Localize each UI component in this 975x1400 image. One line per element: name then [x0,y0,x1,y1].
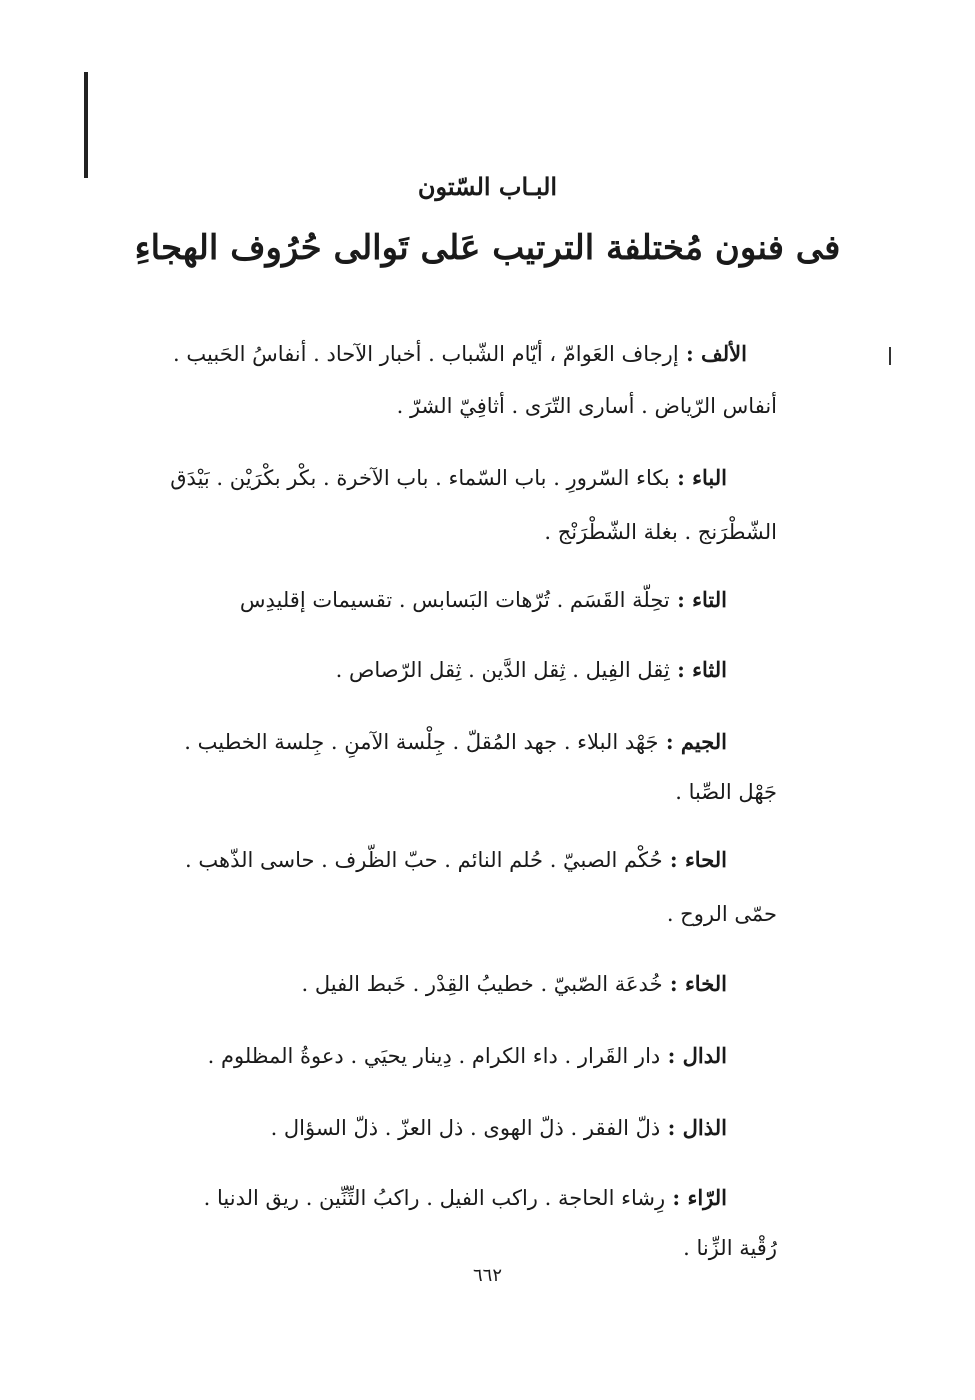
entry-text: بكاء السّرورِ . باب السّماء . باب الآخرة . بكْر بكْرَيْن . بَيْدَق [170,466,670,490]
entry-text: دار القَرار . داء الكرام . دِينار يحيَي . دعوةُ المظلوم . [207,1044,661,1068]
entry-alif [127,328,747,380]
entry-line [127,958,727,1010]
entry-separator: : [660,1043,683,1068]
entry-letter: الخاء [684,971,727,996]
entry-text: جَهْد البلاء . جهد المُقلّ . جِلْسة الآمنِ . جِلسة الخطيب . [184,730,659,754]
entry-letter: الثاء [692,657,727,682]
entry-text: خُدعَة الصّبيّ . خطيبُ القِدْر . خَبط الفيل . [301,972,663,996]
entry-letter: الألف [701,341,747,366]
chapter-title: البـاب السّتون [417,172,558,201]
entry-line [107,834,727,886]
entry-text: ثِقل الفِيل . ثِقل الدَّين . ثِقل الرّصاص . [335,658,670,682]
entry-dhal [127,1102,727,1154]
entry-separator: : [662,971,685,996]
entry-separator: : [658,729,681,754]
entry-kha [127,958,727,1010]
entry-text: ذلّ الفقر . ذلّ الهوى . ذل العزّ . ذلّ السؤال . [270,1116,661,1140]
entry-alif-cont [127,380,777,432]
entry-line [107,1172,727,1224]
entry-ba-cont [127,506,777,558]
entry-line [97,452,727,504]
entry-text: رِشاء الحاجة . راكب الفيل . راكبُ التِّنِّين . ريق الدنيا . [203,1186,666,1210]
entry-line: جَهْل الصِّبا . [675,780,777,804]
entry-line [127,328,747,380]
entry-text: تحِلّة القَسَم . تُرّهات البَسابس . تقسيمات إقليدِس [239,588,670,612]
entry-ha-cont [127,888,777,940]
entry-line [107,716,727,768]
entry-line [127,1102,727,1154]
entry-separator: : [669,465,693,490]
entry-separator: : [669,657,693,682]
page-number: ٦٦٢ [472,1265,502,1286]
entry-line [127,1030,727,1082]
entry-separator: : [665,1185,688,1210]
entry-text: حُكْم الصبيّ . حُلم النائم . حبّ الظّرف . حاسى الذّهب . [185,848,663,872]
chapter-subtitle: فى فنون مُختلفة الترتيب عَلى تَوالى حُرُوف الهجاءِ [134,228,841,268]
entry-tha [127,644,727,696]
scan-edge-mark [84,72,88,178]
entry-line [127,644,727,696]
entry-line: حمّى الروح . [666,902,777,926]
entry-ha [107,834,727,886]
entry-ra [107,1172,727,1224]
entry-letter: الجيم [680,729,727,754]
entry-separator: : [678,341,702,366]
entry-ba [97,452,727,504]
entry-jim [107,716,727,768]
margin-mark [889,347,891,365]
entry-line: أنفاس الرّياض . أسارى التّرَى . أثافِيّ الشرّ . [396,394,777,418]
entry-ta [127,574,727,626]
entry-separator: : [662,847,685,872]
entry-letter: الذال [682,1115,727,1140]
entry-letter: الرّاء [687,1185,727,1210]
entry-line: الشّطْرَنج . بغلة الشّطْرَنْج . [544,520,777,544]
entry-text: إرجاف العَوامّ ، أيّام الشّباب . أخبار الآحاد . أنفاسُ الحَبيب . [173,342,679,366]
entry-line [127,574,727,626]
entry-jim-cont [127,766,777,818]
entry-letter: التاء [692,587,727,612]
entry-dal [127,1030,727,1082]
entry-line: رُقْية الزِّنا . [683,1236,777,1260]
entry-separator: : [669,587,693,612]
entry-letter: الدال [682,1043,727,1068]
entry-letter: الباء [692,465,727,490]
entry-separator: : [660,1115,683,1140]
entry-letter: الحاء [684,847,727,872]
